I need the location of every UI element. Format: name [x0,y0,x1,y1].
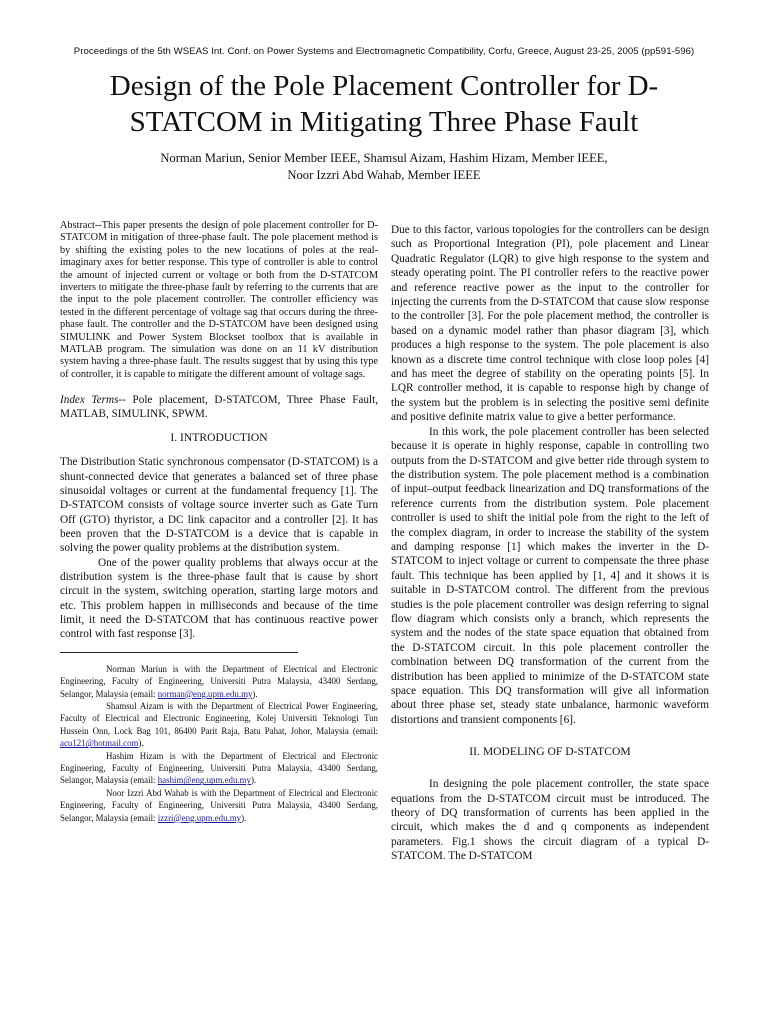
paper-title: Design of the Pole Placement Controller for D-STATCOM in Mitigating Three Phase Fault [109,70,659,138]
footnote-1-tail: ). [252,688,258,699]
section-heading-introduction: I. INTRODUCTION [170,431,268,445]
body-paragraph-controllers: Due to this factor, various topologies for the controllers can be design such as Proportional Integration (PI), pole placement and Linear Quadratic Regulator (LQR) to give high response to the system and steady operating point. The PI controller refers to the reactive power and reference reactive power as the input to the controller for injecting the currents from the D-STATCOM that cause slow response to the controller [3]. For the pole placement method, the controller is based on a dynamic model rather than phasor diagram [3], which produces a high response to the system. The pole placement is also known as a discrete time control technique with close loop poles [4] and has meet the degree of stability on the operating points [5]. In LQR controller method, it is capable to response high by change of the system but the problem is in selecting the positive semi definite and positive definite matrix value to give a better performance. [391,224,709,424]
footnote-2-text: Shamsul Aizam is with the Department of Electrical Power Engineering, Faculty of Electrical and Electronic Engineering, Kolej Universiti Teknologi Tun Hussein Onn, Lock Bag 101, 86400 Parit Raja, Batu Pahat, Johor, Malaysia (email: [60,700,378,736]
footnote-4 [60,787,378,824]
footnote-3-text: Hashim Hizam is with the Department of Electrical and Electronic Engineering, Faculty of Engineering, Universiti Putra Malaysia, 43400 Serdang, Selangor, Malaysia (email: [60,750,378,786]
index-terms [60,393,378,421]
section-heading-modeling: II. MODELING OF D-STATCOM [469,745,631,759]
abstract: Abstract--This paper presents the design of pole placement controller for D-STATCOM in mitigation of three-phase fault. The pole placement method is by shifting the existing poles to the new locations of poles at the real-imaginary axes for better response. This type of controller is able to control the amount of injected current or voltage or both from the D-STATCOM inverters to mitigate the three-phase fault by referring to the currents that are the input to the pole placement controller. The controller efficiency was tested in the different percentage of voltage sag that occurs during the three-phase fault. The controller and the D-STATCOM have been designed using SIMULINK and Power System Blockset toolbox that is available in MATLAB program. The simulation was done on an 11 kV distribution system having a three-phase fault. The results suggest that by using this type of controller, it is capable to mitigate the different amount of voltage sags. [60,220,378,380]
footnote-3-email-link[interactable]: hashim@eng.upm.edu.my [157,775,251,786]
footnote-3 [60,750,378,787]
author-line-1: Norman Mariun, Senior Member IEEE, Shamsul Aizam, Hashim Hizam, Member IEEE, [160,151,608,165]
footnote-4-email-link[interactable]: izzri@eng.upm.edu.my [157,812,242,823]
footnote-3-tail: ). [250,775,257,786]
author-block [90,150,678,184]
intro-paragraph-2: One of the power quality problems that always occur at the distribution system is the three-phase fault that is cause by short circuit in the system, switching operation, starting large motors and etc. This problem happen in milliseconds and because of the time limit, it need the D-STATCOM that has continuous reactive power control with fast response [3]. [60,556,378,641]
footnote-divider [60,652,298,653]
footnote-2 [60,700,378,750]
footnote-4-text: Noor Izzri Abd Wahab is with the Department of Electrical and Electronic Engineering, Faculty of Engineering, Universiti Putra Malaysia, 43400 Serdang, Selangor, Malaysia (email: [60,787,378,823]
footnote-1 [60,663,378,700]
footnote-1-email-link[interactable]: norman@eng.upm.edu.my [157,688,253,699]
body-paragraph-this-work: In this work, the pole placement controller has been selected because it is operate in highly response, capable in controlling two outputs from the D-STATCOM and give better ride through system to the distribution system. The pole placement method is a combination of input–output feedback linearization and DQ transformations of the reference currents from the distribution system. Pole placement controller is used to shift the initial pole from the right to the left of the complex diagram, in order to increase the stability of the system and damping response [1] which makes the inverter in the D-STATCOM to inject voltage or current to compensate the three phase fault. This technique has been applied by [1, 4] and it shows it is suitable in D-STATCOM control. The different from the previous studies is the pole placement controller was design referring to signal flow diagram which consists only a branch, which represents the system and the nodes of the state space equation that obtained from the D-STATCOM circuit. In this pole placement controller the combination between DQ transformation of the current from the distribution has been applied to minimize of the D-STATCOM state space equation. This DQ transformation will give all information about three phase set, steady state unbalance, harmonic waveform distortions and transient components [6]. [391,425,709,726]
footnote-2-email-link[interactable]: acu121@hotmail.com [60,738,139,749]
left-column [60,220,378,824]
right-column [391,223,709,864]
footnote-1-text: Norman Mariun is with the Department of Electrical and Electronic Engineering, Faculty of Engineering, Universiti Putra Malaysia, 43400 Serdang, Selangor, Malaysia (email: [60,663,378,699]
proceedings-header: Proceedings of the 5th WSEAS Int. Conf. on Power Systems and Electromagnetic Compatibility, Corfu, Greece, August 23-25, 2005 (pp591-596) [73,46,695,57]
modeling-paragraph-1: In designing the pole placement controller, the state space equations from the D-STATCOM circuit must be introduced. The theory of DQ transformation of currents has been applied in the circuit, which makes the d and q components as independent parameters. Fig.1 shows the circuit diagram of a typical D-STATCOM. The D-STATCOM [391,778,709,863]
author-line-2: Noor Izzri Abd Wahab, Member IEEE [287,168,481,182]
footnote-2-tail: ). [138,738,144,749]
index-terms-text: Pole placement, D-STATCOM, Three Phase Fault, MATLAB, SIMULINK, SPWM. [60,394,378,421]
footnote-4-tail: ). [241,812,247,823]
intro-paragraph-1: The Distribution Static synchronous compensator (D-STATCOM) is a shunt-connected device that generates a balanced set of three phase sinusoidal voltages or current at the fundamental frequency [1]. The D-STATCOM consists of voltage source inverter such as Gate Turn Off (GTO) thyristor, a DC link capacitor and a controller [2]. It has been proven that the D-STATCOM is a device that is capable in solving the power quality problems at the distribution system. [60,456,378,555]
index-terms-label: Index Terms-- [60,394,126,407]
